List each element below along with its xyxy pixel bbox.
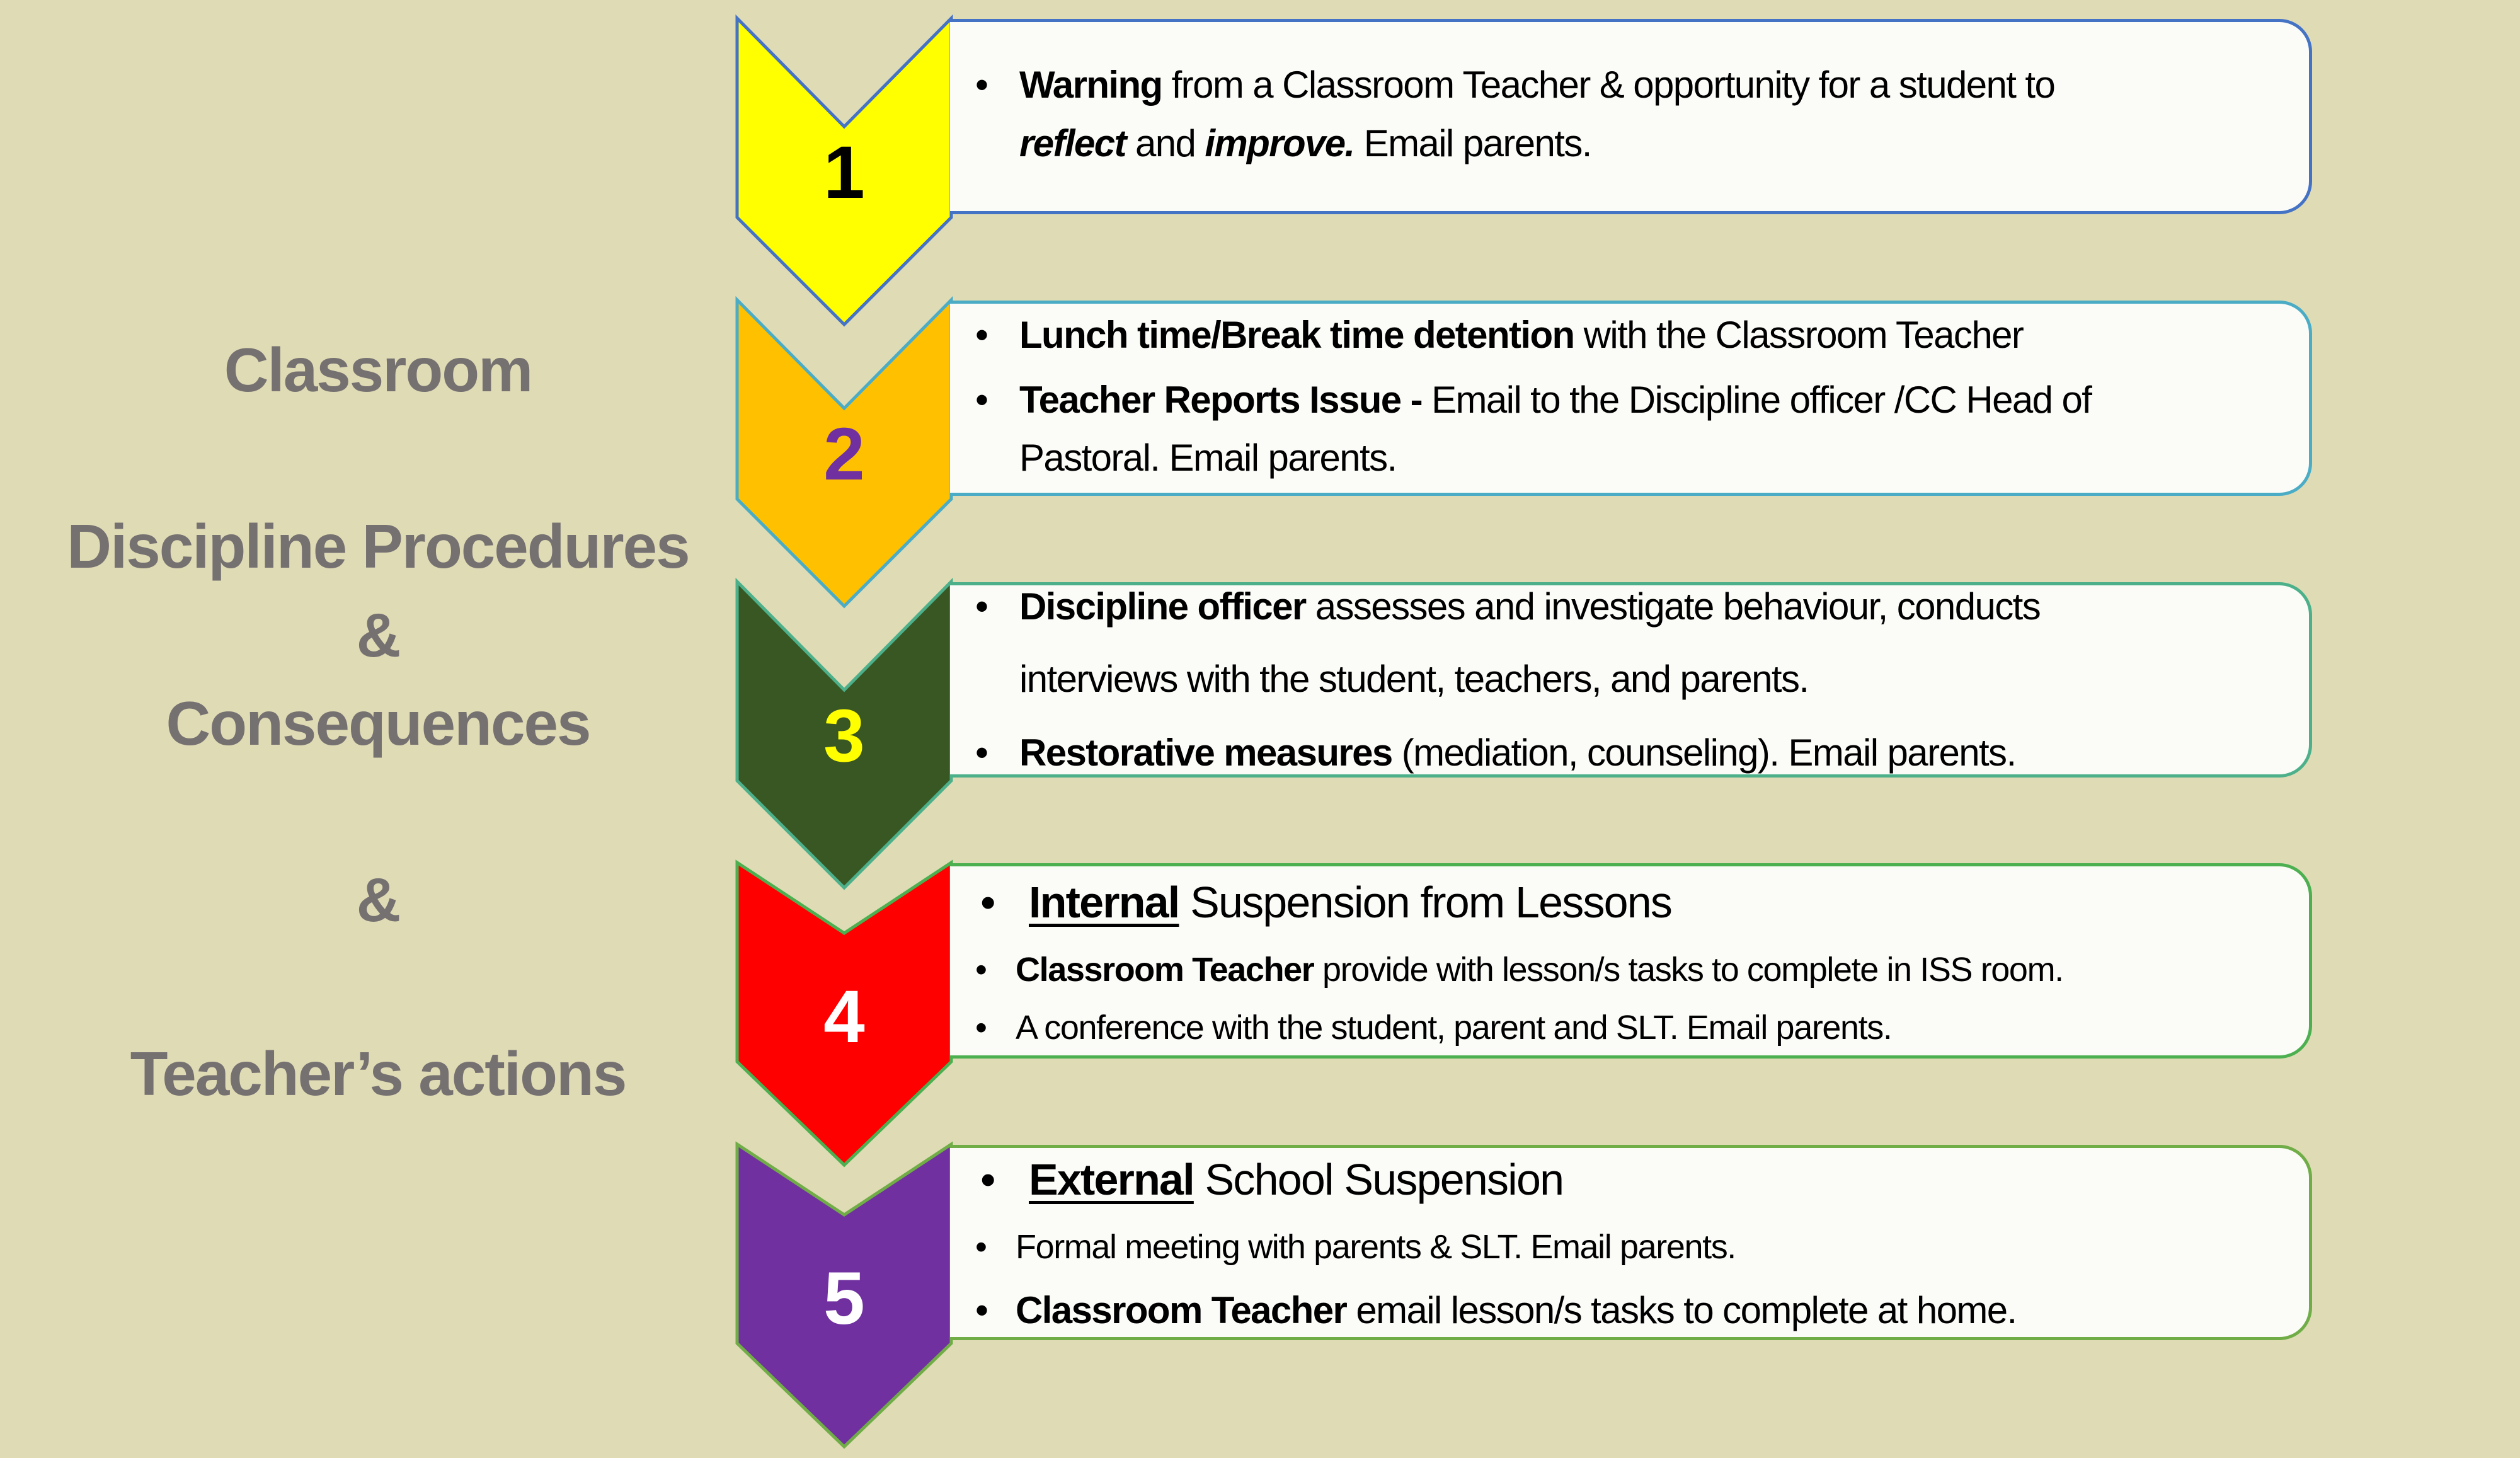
- step-1-box: [950, 19, 2312, 214]
- bullet-icon: •: [980, 878, 995, 927]
- title-line-ampersand-1: &: [356, 600, 400, 670]
- step-1-number: 1: [823, 131, 865, 214]
- title-line-consequences: Consequences: [166, 689, 590, 758]
- step-3-number: 3: [823, 694, 865, 778]
- step-4-number: 4: [823, 975, 865, 1059]
- bullet-icon: •: [975, 1009, 987, 1047]
- bullet-icon: •: [980, 1155, 995, 1204]
- internal-label: Internal: [1029, 878, 1179, 927]
- external-label: External: [1029, 1155, 1194, 1204]
- bullet-icon: •: [975, 1228, 987, 1266]
- bullet-icon: •: [975, 732, 988, 774]
- bullet-icon: •: [975, 1289, 988, 1331]
- bullet-icon: •: [975, 379, 988, 421]
- title-line-ampersand-2: &: [356, 865, 400, 934]
- title-line-classroom: Classroom: [224, 335, 532, 405]
- bullet-icon: •: [975, 314, 988, 356]
- step-5-number: 5: [823, 1257, 865, 1340]
- bullet-icon: •: [975, 951, 987, 989]
- bullet-icon: •: [975, 64, 988, 106]
- title-line-teachers-actions: Teacher’s actions: [130, 1039, 626, 1108]
- step-2-number: 2: [823, 413, 865, 496]
- title-line-discipline-procedures: Discipline Procedures: [67, 512, 689, 581]
- bullet-icon: •: [975, 585, 988, 628]
